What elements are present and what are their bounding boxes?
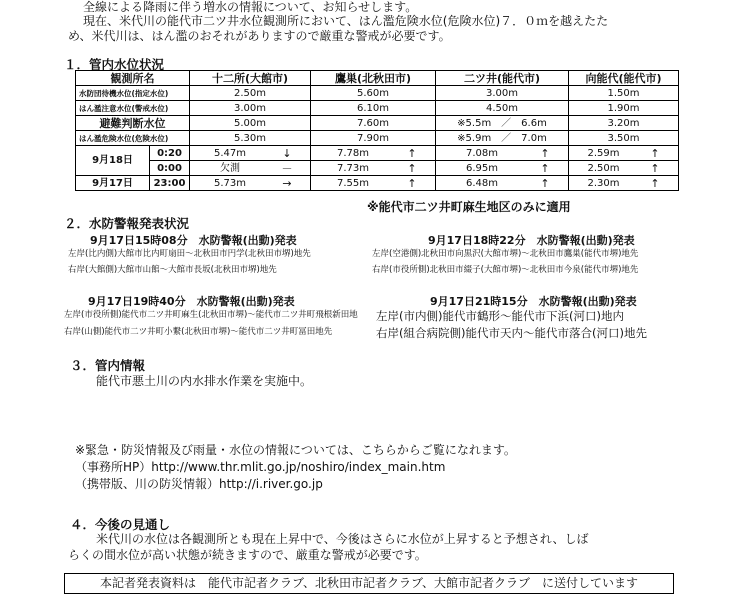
level-value: 5.47m <box>213 147 246 159</box>
section-3-text: 能代市悪土川の内水排水作業を実施中。 <box>96 374 313 388</box>
warning-right-bank: 右岸(山側)能代市二ツ井町小繋(北秋田市堺)～能代市二ツ井町冨田地先 <box>64 327 333 337</box>
level-value: 7.73m <box>336 162 369 174</box>
date-cell: 9月17日 <box>76 176 150 191</box>
warning-title: 9月17日15時08分 水防警報(出動)発表 <box>90 234 297 247</box>
warning-left-bank: 左岸(空港側)北秋田市向黒沢(大館市堺)～北秋田市鷹巣(能代市堺)地先 <box>372 249 639 259</box>
outlook-line-2: らくの間水位が高い状態が続きますので、厳重な警戒が必要です。 <box>68 548 427 562</box>
outlook-line-1: 米代川の水位は各観測所とも現在上昇中で、今後はさらに水位が上昇すると予想され、しば <box>96 532 589 546</box>
warning-right-bank: 右岸(組合病院側)能代市天内～能代市落合(河口)地先 <box>376 326 647 340</box>
time-cell: 0:20 <box>150 146 190 161</box>
level-value: 2.50m <box>587 162 620 174</box>
section-4-heading: ４．今後の見通し <box>70 517 171 532</box>
table-cell: 7.60m <box>311 116 436 131</box>
header-futatsui: 二ツ井(能代市) <box>436 71 569 86</box>
table-row <box>76 131 679 146</box>
header-station: 観測所名 <box>76 71 190 86</box>
table-cell <box>311 161 436 176</box>
level-value: 7.55m <box>336 177 369 189</box>
trend-icon: ↑ <box>650 161 660 175</box>
table-cell: 4.50m <box>436 101 569 116</box>
table-cell: ※5.5m ／ 6.6m <box>436 116 569 131</box>
row-label: 水防団待機水位(指定水位) <box>76 86 190 101</box>
table-row <box>76 116 679 131</box>
table-row <box>76 161 679 176</box>
trend-icon: ↑ <box>407 176 417 190</box>
section-1-heading: １．管内水位状況 <box>64 57 165 72</box>
table-cell <box>311 146 436 161</box>
table-cell: 3.20m <box>569 116 679 131</box>
table-cell <box>190 146 311 161</box>
homepage-link[interactable]: （事務所HP）http://www.thr.mlit.go.jp/noshiro/index_main.htm <box>75 460 446 474</box>
header-mukainoshiro: 向能代(能代市) <box>569 71 679 86</box>
table-cell: 5.00m <box>190 116 311 131</box>
level-value: 6.48m <box>465 177 498 189</box>
table-cell: 3.00m <box>190 101 311 116</box>
table-cell <box>436 161 569 176</box>
table-row <box>76 86 679 101</box>
intro-line-1: 全線による降雨に伴う増水の情報について、お知らせします。 <box>83 0 418 14</box>
table-cell: 1.90m <box>569 101 679 116</box>
time-cell: 0:00 <box>150 161 190 176</box>
level-value: 5.73m <box>213 177 246 189</box>
table-cell <box>436 176 569 191</box>
trend-icon: ↓ <box>282 146 292 160</box>
section-3-heading: ３．管内情報 <box>70 358 146 373</box>
trend-icon: － <box>281 161 293 175</box>
level-value: 7.78m <box>336 147 369 159</box>
table-cell: 5.60m <box>311 86 436 101</box>
warning-left-bank: 左岸(比内側)大館市比内町扇田～北秋田市円学(北秋田市堺)地先 <box>68 249 311 259</box>
header-junisho: 十二所(大館市) <box>190 71 311 86</box>
footer-distribution-box: 本記者発表資料は 能代市記者クラブ、北秋田市記者クラブ、大館市記者クラブ に送付しています <box>64 573 674 594</box>
level-value: 2.30m <box>587 177 620 189</box>
trend-icon: ↑ <box>650 146 660 160</box>
table-cell: 6.10m <box>311 101 436 116</box>
row-label: はん濫危険水位(危険水位) <box>76 131 190 146</box>
table-note: ※能代市二ツ井町麻生地区のみに適用 <box>367 200 571 214</box>
warning-right-bank: 右岸(大館側)大館市山館～大館市長坂(北秋田市堺)地先 <box>68 265 277 275</box>
info-line: ※緊急・防災情報及び雨量・水位の情報については、こちらからご覧になれます。 <box>75 443 516 457</box>
trend-icon: ↑ <box>407 161 417 175</box>
table-cell: 3.00m <box>436 86 569 101</box>
table-cell <box>190 161 311 176</box>
warning-left-bank: 左岸(市内側)能代市鶴形～能代市下浜(河口)地内 <box>376 309 624 323</box>
warning-title: 9月17日21時15分 水防警報(出動)発表 <box>430 295 637 308</box>
water-level-table <box>75 70 679 191</box>
trend-icon: ↑ <box>540 161 550 175</box>
header-takanosu: 鷹巣(北秋田市) <box>311 71 436 86</box>
table-row <box>76 101 679 116</box>
table-cell: 2.50m <box>190 86 311 101</box>
level-value: 6.95m <box>465 162 498 174</box>
level-value: 2.59m <box>587 147 620 159</box>
trend-icon: → <box>282 176 292 190</box>
intro-line-2: 現在、米代川の能代市二ツ井水位観測所において、はん濫危険水位(危険水位)７．０ｍを越えたた <box>83 14 609 28</box>
table-cell: ※5.9m ／ 7.0m <box>436 131 569 146</box>
table-cell: 5.30m <box>190 131 311 146</box>
table-cell <box>569 161 679 176</box>
warning-title: 9月17日19時40分 水防警報(出動)発表 <box>88 295 295 308</box>
time-cell: 23:00 <box>150 176 190 191</box>
table-cell: 7.90m <box>311 131 436 146</box>
warning-right-bank: 右岸(市役所側)北秋田市綴子(大館市堺)～北秋田市今泉(能代市堺)地先 <box>372 265 639 275</box>
trend-icon: ↑ <box>407 146 417 160</box>
warning-left-bank: 左岸(市役所側)能代市二ツ井町麻生(北秋田市堺)～能代市二ツ井町飛根新田地 <box>64 310 358 320</box>
table-row <box>76 146 679 161</box>
table-cell <box>569 176 679 191</box>
trend-icon: ↑ <box>540 176 550 190</box>
table-cell: 1.50m <box>569 86 679 101</box>
row-label: はん濫注意水位(警戒水位) <box>76 101 190 116</box>
table-cell <box>311 176 436 191</box>
trend-icon: ↑ <box>540 146 550 160</box>
row-label: 避難判断水位 <box>76 116 190 131</box>
warning-title: 9月17日18時22分 水防警報(出動)発表 <box>428 234 635 247</box>
table-cell <box>190 176 311 191</box>
table-row <box>76 176 679 191</box>
mobile-link[interactable]: （携帯版、川の防災情報）http://i.river.go.jp <box>75 477 323 491</box>
date-cell: 9月18日 <box>76 146 150 176</box>
table-header-row <box>76 71 679 86</box>
level-value: 欠測 <box>220 162 240 174</box>
table-cell: 3.50m <box>569 131 679 146</box>
level-value: 7.08m <box>465 147 498 159</box>
table-cell <box>569 146 679 161</box>
section-2-heading: ２．水防警報発表状況 <box>64 216 190 231</box>
table-cell <box>436 146 569 161</box>
trend-icon: ↑ <box>650 176 660 190</box>
intro-line-3: め、米代川は、はん濫のおそれがありますので厳重な警戒が必要です。 <box>68 29 451 43</box>
